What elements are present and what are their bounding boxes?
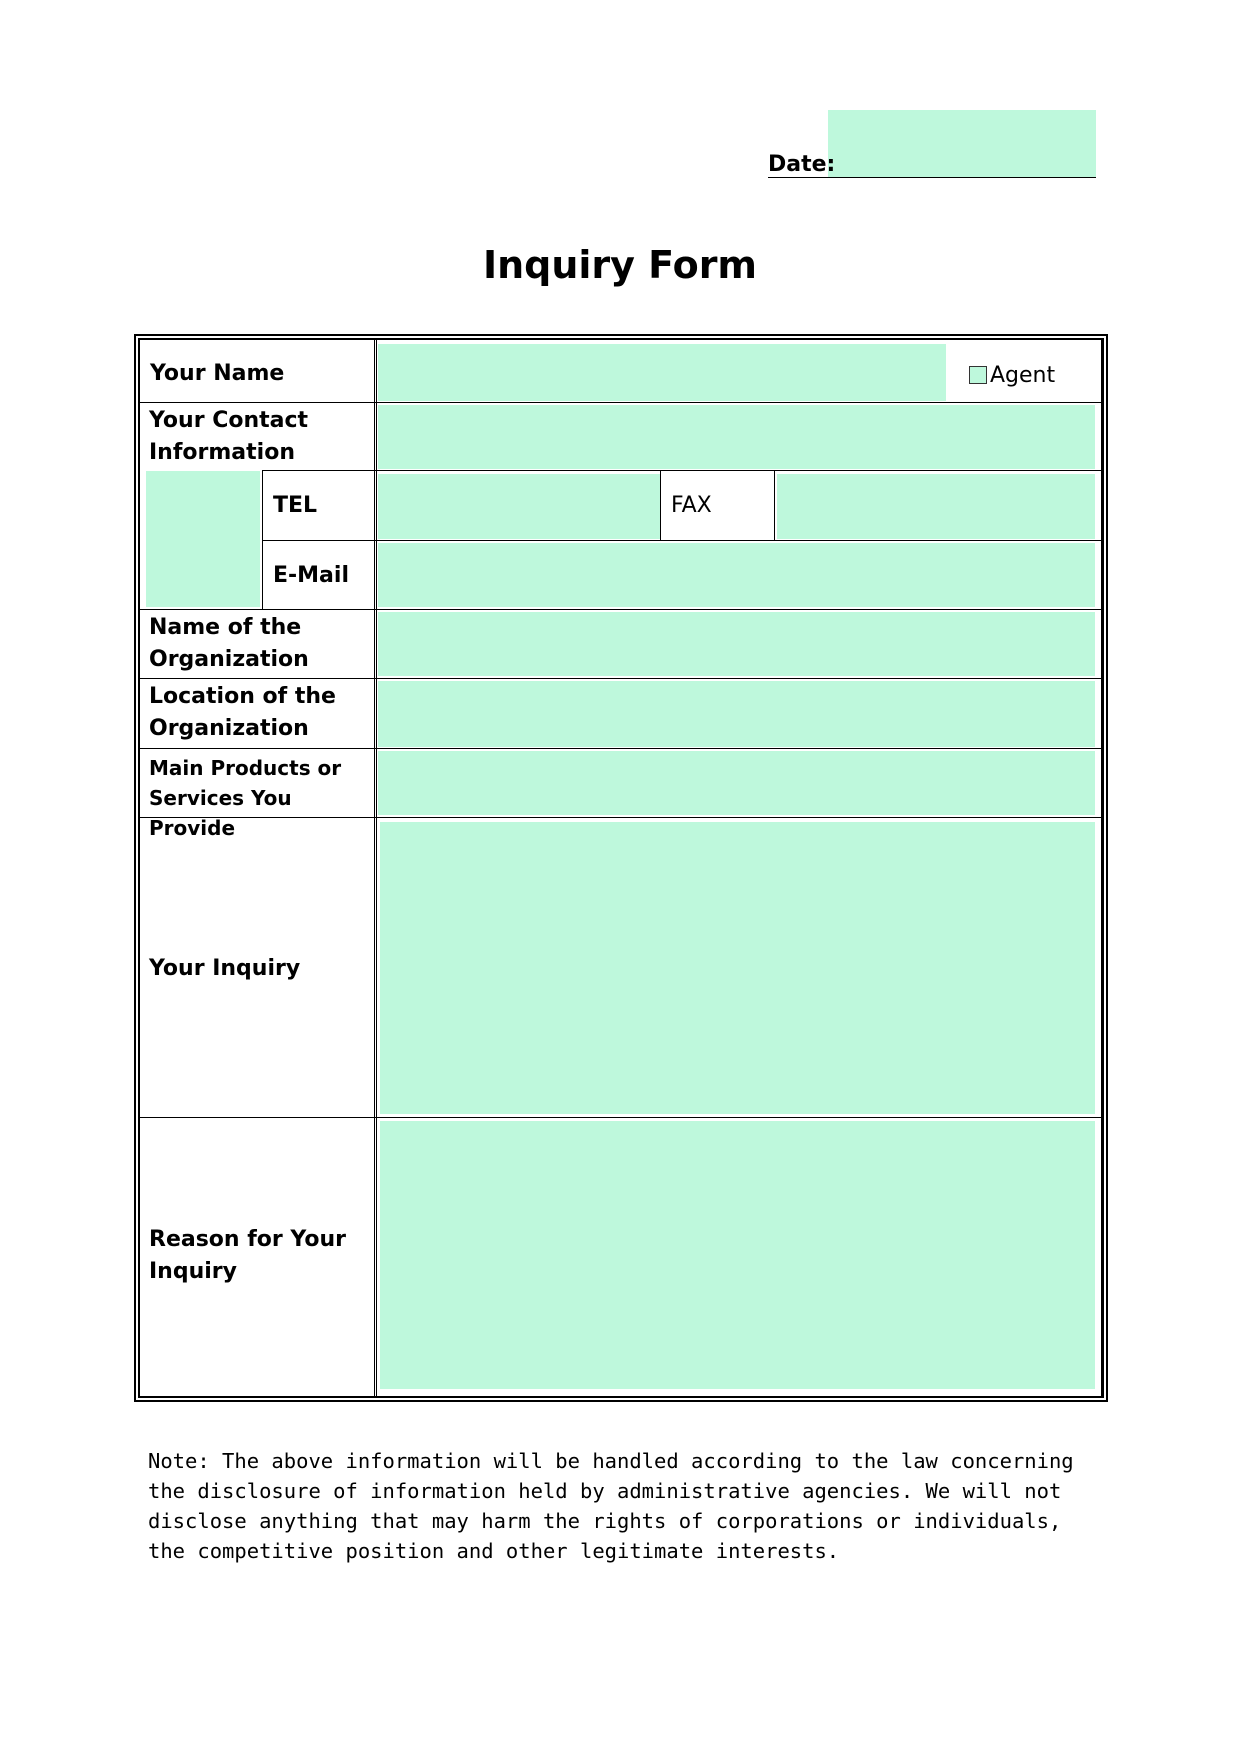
fax-divider-left bbox=[660, 470, 661, 540]
contact-info-label: Your Contact Information bbox=[149, 408, 309, 465]
org-name-input[interactable] bbox=[378, 612, 1095, 676]
your-name-label: Your Name bbox=[150, 361, 285, 386]
contact-info-input[interactable] bbox=[378, 405, 1095, 469]
products-input[interactable] bbox=[378, 751, 1095, 815]
agent-divider bbox=[1101, 338, 1102, 1396]
row-divider bbox=[140, 609, 1102, 610]
org-location-label: Location of the Organization bbox=[149, 684, 336, 741]
your-name-input[interactable] bbox=[378, 344, 946, 401]
email-label: E-Mail bbox=[273, 563, 349, 588]
org-name-label: Name of the Organization bbox=[149, 615, 309, 672]
date-underline bbox=[768, 177, 1096, 178]
privacy-note: Note: The above information will be handled according to the law concerning the disclosure of information held by administrative agencies. We will not disclose anything that may harm the rights of corporations or individuals, the competitive position and other legitimate interests. bbox=[148, 1449, 1074, 1563]
page-title: Inquiry Form bbox=[482, 243, 758, 287]
contact-side-field[interactable] bbox=[146, 471, 260, 607]
row-divider bbox=[140, 402, 1102, 403]
fax-divider-right bbox=[774, 470, 775, 540]
column-divider bbox=[374, 338, 377, 1396]
row-divider bbox=[140, 678, 1102, 679]
row-divider bbox=[262, 470, 1102, 471]
email-input[interactable] bbox=[378, 543, 1095, 607]
agent-label: Agent bbox=[990, 362, 1056, 388]
reason-textarea[interactable] bbox=[380, 1121, 1095, 1389]
row-divider bbox=[140, 748, 1102, 749]
date-label: Date: bbox=[768, 152, 836, 177]
tel-label: TEL bbox=[273, 493, 318, 518]
fax-input[interactable] bbox=[777, 474, 1095, 539]
fax-label: FAX bbox=[671, 493, 712, 518]
inquiry-label: Your Inquiry bbox=[149, 956, 301, 981]
agent-option[interactable] bbox=[969, 358, 1055, 392]
row-divider bbox=[262, 540, 1102, 541]
reason-label: Reason for Your Inquiry bbox=[149, 1227, 346, 1284]
agent-checkbox[interactable] bbox=[969, 366, 987, 384]
tel-input[interactable] bbox=[378, 474, 660, 539]
row-divider bbox=[140, 1117, 1102, 1118]
products-label: Main Products or Services You Provide bbox=[149, 756, 342, 840]
inquiry-textarea[interactable] bbox=[380, 822, 1095, 1114]
date-input[interactable] bbox=[828, 110, 1096, 177]
org-location-input[interactable] bbox=[378, 681, 1095, 747]
